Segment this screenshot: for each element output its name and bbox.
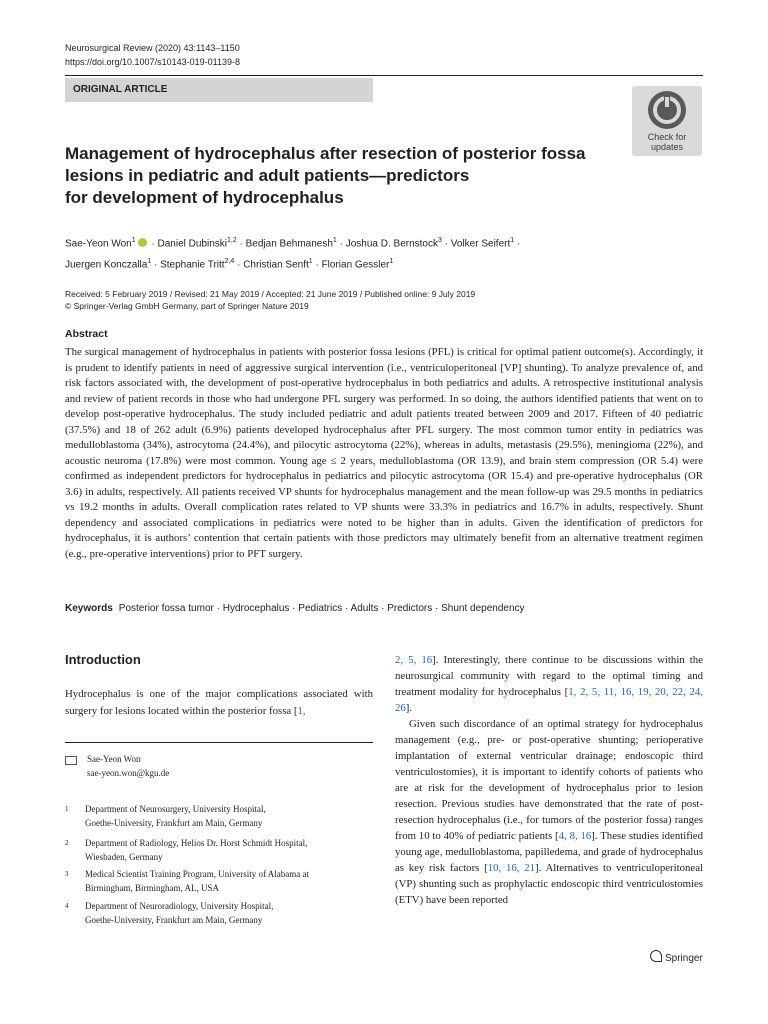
affiliation-line: Department of Neurosurgery, University Hospital, [85,804,266,814]
title-line-3: for development of hydrocephalus [65,188,344,207]
journal-header [65,41,240,69]
affiliation-line: Birmingham, Birmingham, AL, USA [85,883,219,893]
author-affiliation-mark: 3 [437,237,442,244]
keywords [65,603,705,614]
author-affiliation-mark: 1,2 [227,237,237,244]
introduction-heading: Introduction [65,652,141,667]
envelope-icon [65,756,77,765]
author-name[interactable]: Joshua D. Bernstock [345,238,438,250]
intro-paragraph [395,716,703,908]
springer-horse-icon [650,950,662,962]
affiliation-line: Department of Radiology, Helios Dr. Horst Schmidt Hospital, [85,838,308,848]
corresponding-author: Sae-Yeon Won [87,754,141,764]
affiliation-line: Wiesbaden, Germany [85,852,163,862]
publisher-logo [650,950,703,964]
affiliation-item [65,867,373,895]
correspondence-block [65,752,373,780]
intro-text: Given such discordance of an optimal strategy for hydrocephalus management (e.g., pre- or post-operative shunting; perioperative implantation of external ventricular drainage; endoscopic third ventriculostomies), it is important to identify cohorts of patients who are at risk for the development of hydrocephalus prior to lesion resection. Previous studies have demonstrated that the rate of post-resection hydrocephalus (i.e., for tumors of the posterior fossa) ranges from 10 to 40% of pediatric patients [ [395,718,703,842]
affiliation-number: 4 [65,902,69,910]
journal-reference: Neurosurgical Review (2020) 43:1143–1150 [65,43,240,53]
check-for-updates-badge[interactable] [632,86,702,156]
affiliation-item [65,802,373,830]
title-line-1: Management of hydrocephalus after resection of posterior fossa [65,144,586,163]
intro-text: ]. Interestingly, there continue to be discussions within the neurosurgical community with regard to the optimal timing and treatment modality for hydrocephalus [ [395,654,703,698]
citation-link[interactable]: 10, 16, 21 [487,862,535,874]
author-affiliation-mark: 1 [131,237,136,244]
intro-text: ]. These studies identified young age, medulloblastoma, papilledema, and grade of hydrocephalus as key risk factors [ [395,830,704,874]
author-name[interactable]: Sae-Yeon Won [65,238,132,250]
check-updates-label-2: updates [650,142,684,152]
author-affiliation-mark: 1 [147,258,152,266]
header-rule [65,75,703,76]
citation-link[interactable]: 2, 5, 16 [395,654,433,666]
intro-left-paragraph [65,686,373,720]
article-title [65,143,625,209]
abstract-text: The surgical management of hydrocephalus in patients with posterior fossa lesions (PFL) is critical for optimal patient outcome(s). Accordingly, it is prudent to identify patients in need of aggressive surgical intervention (i.e., ventriculoperitoneal [VP] shunting). To analyze prevalence of, and risk factors associated with, the development of post-operative hydrocephalus in both pediatrics and adults. A retrospective institutional analysis and review of patient records in those who had undergone PFL surgery was performed. In so doing, the authors identified patients that went on to develop post-operative hydrocephalus. The study included pediatric and adult patients treated between 2009 and 2017. Fifteen of 40 pediatric (37.5%) and 18 of 262 adult (6.9%) patients developed hydrocephalus after PFL surgery. The most common tumor entity in pediatrics was medulloblastoma (34%), astrocytoma (24.4%), and pilocytic astrocytoma (22%), whereas in adults, metastasis (29.5%), meningioma (22%), and acoustic neuroma (17.8%) were most common. Young age ≤ 2 years, medulloblastoma (OR 13.9), and brain stem compression (OR 5.4) were confirmed as independent predictors for hydrocephalus in pediatrics and pilocytic astrocytoma (OR 15.4) and pre-operative hydrocephalus (OR 3.6) in adults, respectively. All patients received VP shunts for hydrocephalus management and the mean follow-up was 29.5 months in pediatrics vs 19.2 months in adults. Overall complication rates related to VP shunts were 33.3% in pediatrics and 16.7% in adults, respectively. Shunt dependency and associated complications in pediatrics were noted to be higher than in adults. Given the identification of predictors for hydrocephalus, it is authors’ contention that certain patients with those predictors may ultimately benefit from an alternative treatment regimen (e.g., pre-operative interventions) prior to PFT surgery. [65,346,703,560]
abstract-heading: Abstract [65,328,108,340]
affiliation-number: 1 [65,805,69,813]
affiliation-line: Goethe-University, Frankfurt am Main, Germany [85,915,263,925]
author-affiliation-mark: 1 [332,237,337,244]
author-name[interactable]: Volker Seifert [450,238,511,250]
affiliation-line: Medical Scientist Training Program, University of Alabama at [85,869,309,879]
doi-link[interactable]: https://doi.org/10.1007/s10143-019-01139-8 [65,57,240,67]
publication-dates [65,288,705,312]
check-updates-icon [648,91,686,129]
citation-link[interactable]: 4, 8, 16 [558,830,592,842]
publisher-name: Springer [665,953,703,964]
intro-paragraph [395,652,703,716]
citation-link[interactable]: 1, [297,705,306,717]
intro-text: ]. Alternatives to ventriculoperitoneal (VP) shunting such as prophylactic endoscopic third ventriculostomies (ETV) have been reported [395,862,704,906]
author-name[interactable]: Stephanie Tritt [160,259,225,271]
affiliation-line: Department of Neuroradiology, University Hospital, [85,901,274,911]
title-line-2: lesions in pediatric and adult patients—predictors [65,166,470,185]
copyright-notice: © Springer-Verlag GmbH Germany, part of Springer Nature 2019 [65,301,309,311]
affiliation-number: 3 [65,870,69,878]
article-type-banner: ORIGINAL ARTICLE [65,78,373,102]
correspondence-email[interactable]: sae-yeon.won@kgu.de [87,768,170,778]
intro-right-column [395,652,703,908]
author-name[interactable]: Daniel Dubinski [157,238,227,250]
author-affiliation-mark: 1 [389,258,394,266]
author-name[interactable]: Florian Gessler [321,259,390,271]
intro-text: ]. [405,702,413,714]
intro-text: Hydrocephalus is one of the major complications associated with surgery for lesions located within the posterior fossa [ [65,688,373,717]
affiliation-line: Goethe-University, Frankfurt am Main, Germany [85,818,263,828]
author-affiliation-mark: 2,4 [224,258,235,266]
history-dates: Received: 5 February 2019 / Revised: 21 May 2019 / Accepted: 21 June 2019 / Published online: 9 July 2019 [65,289,476,299]
check-updates-label-1: Check for [647,132,687,142]
author-name[interactable]: Christian Senft [243,259,309,271]
keywords-label: Keywords [65,603,113,614]
author-name[interactable]: Juergen Konczalla [65,259,148,271]
footnote-rule [65,742,373,743]
affiliation-item [65,899,373,927]
author-list: Sae-Yeon Won$^1$ · Daniel Dubinski$^{1,2}$ · Bedjan Behmanesh$^1$ · Joshua D. Bernstock$^3$ · Volker Seifert$^1$ · Juergen Konczalla$^1$ · Stephanie Tritt$^{2,4}$ · Christian Senft$^1$ · Florian Gessler$^1$ [65,237,521,271]
author-name[interactable]: Bedjan Behmanesh [245,238,333,250]
keywords-list: Posterior fossa tumor · Hydrocephalus · Pediatrics · Adults · Predictors · Shunt dependency [118,603,525,614]
affiliation-number: 2 [65,839,69,847]
author-affiliation-mark: 1 [510,237,515,244]
author-affiliation-mark: 1 [308,258,313,266]
affiliation-item [65,836,373,864]
orcid-icon[interactable] [138,238,147,247]
citation-link[interactable]: 1, 2, 5, 11, 16, 19, 20, 22, 24, 26 [395,686,703,714]
